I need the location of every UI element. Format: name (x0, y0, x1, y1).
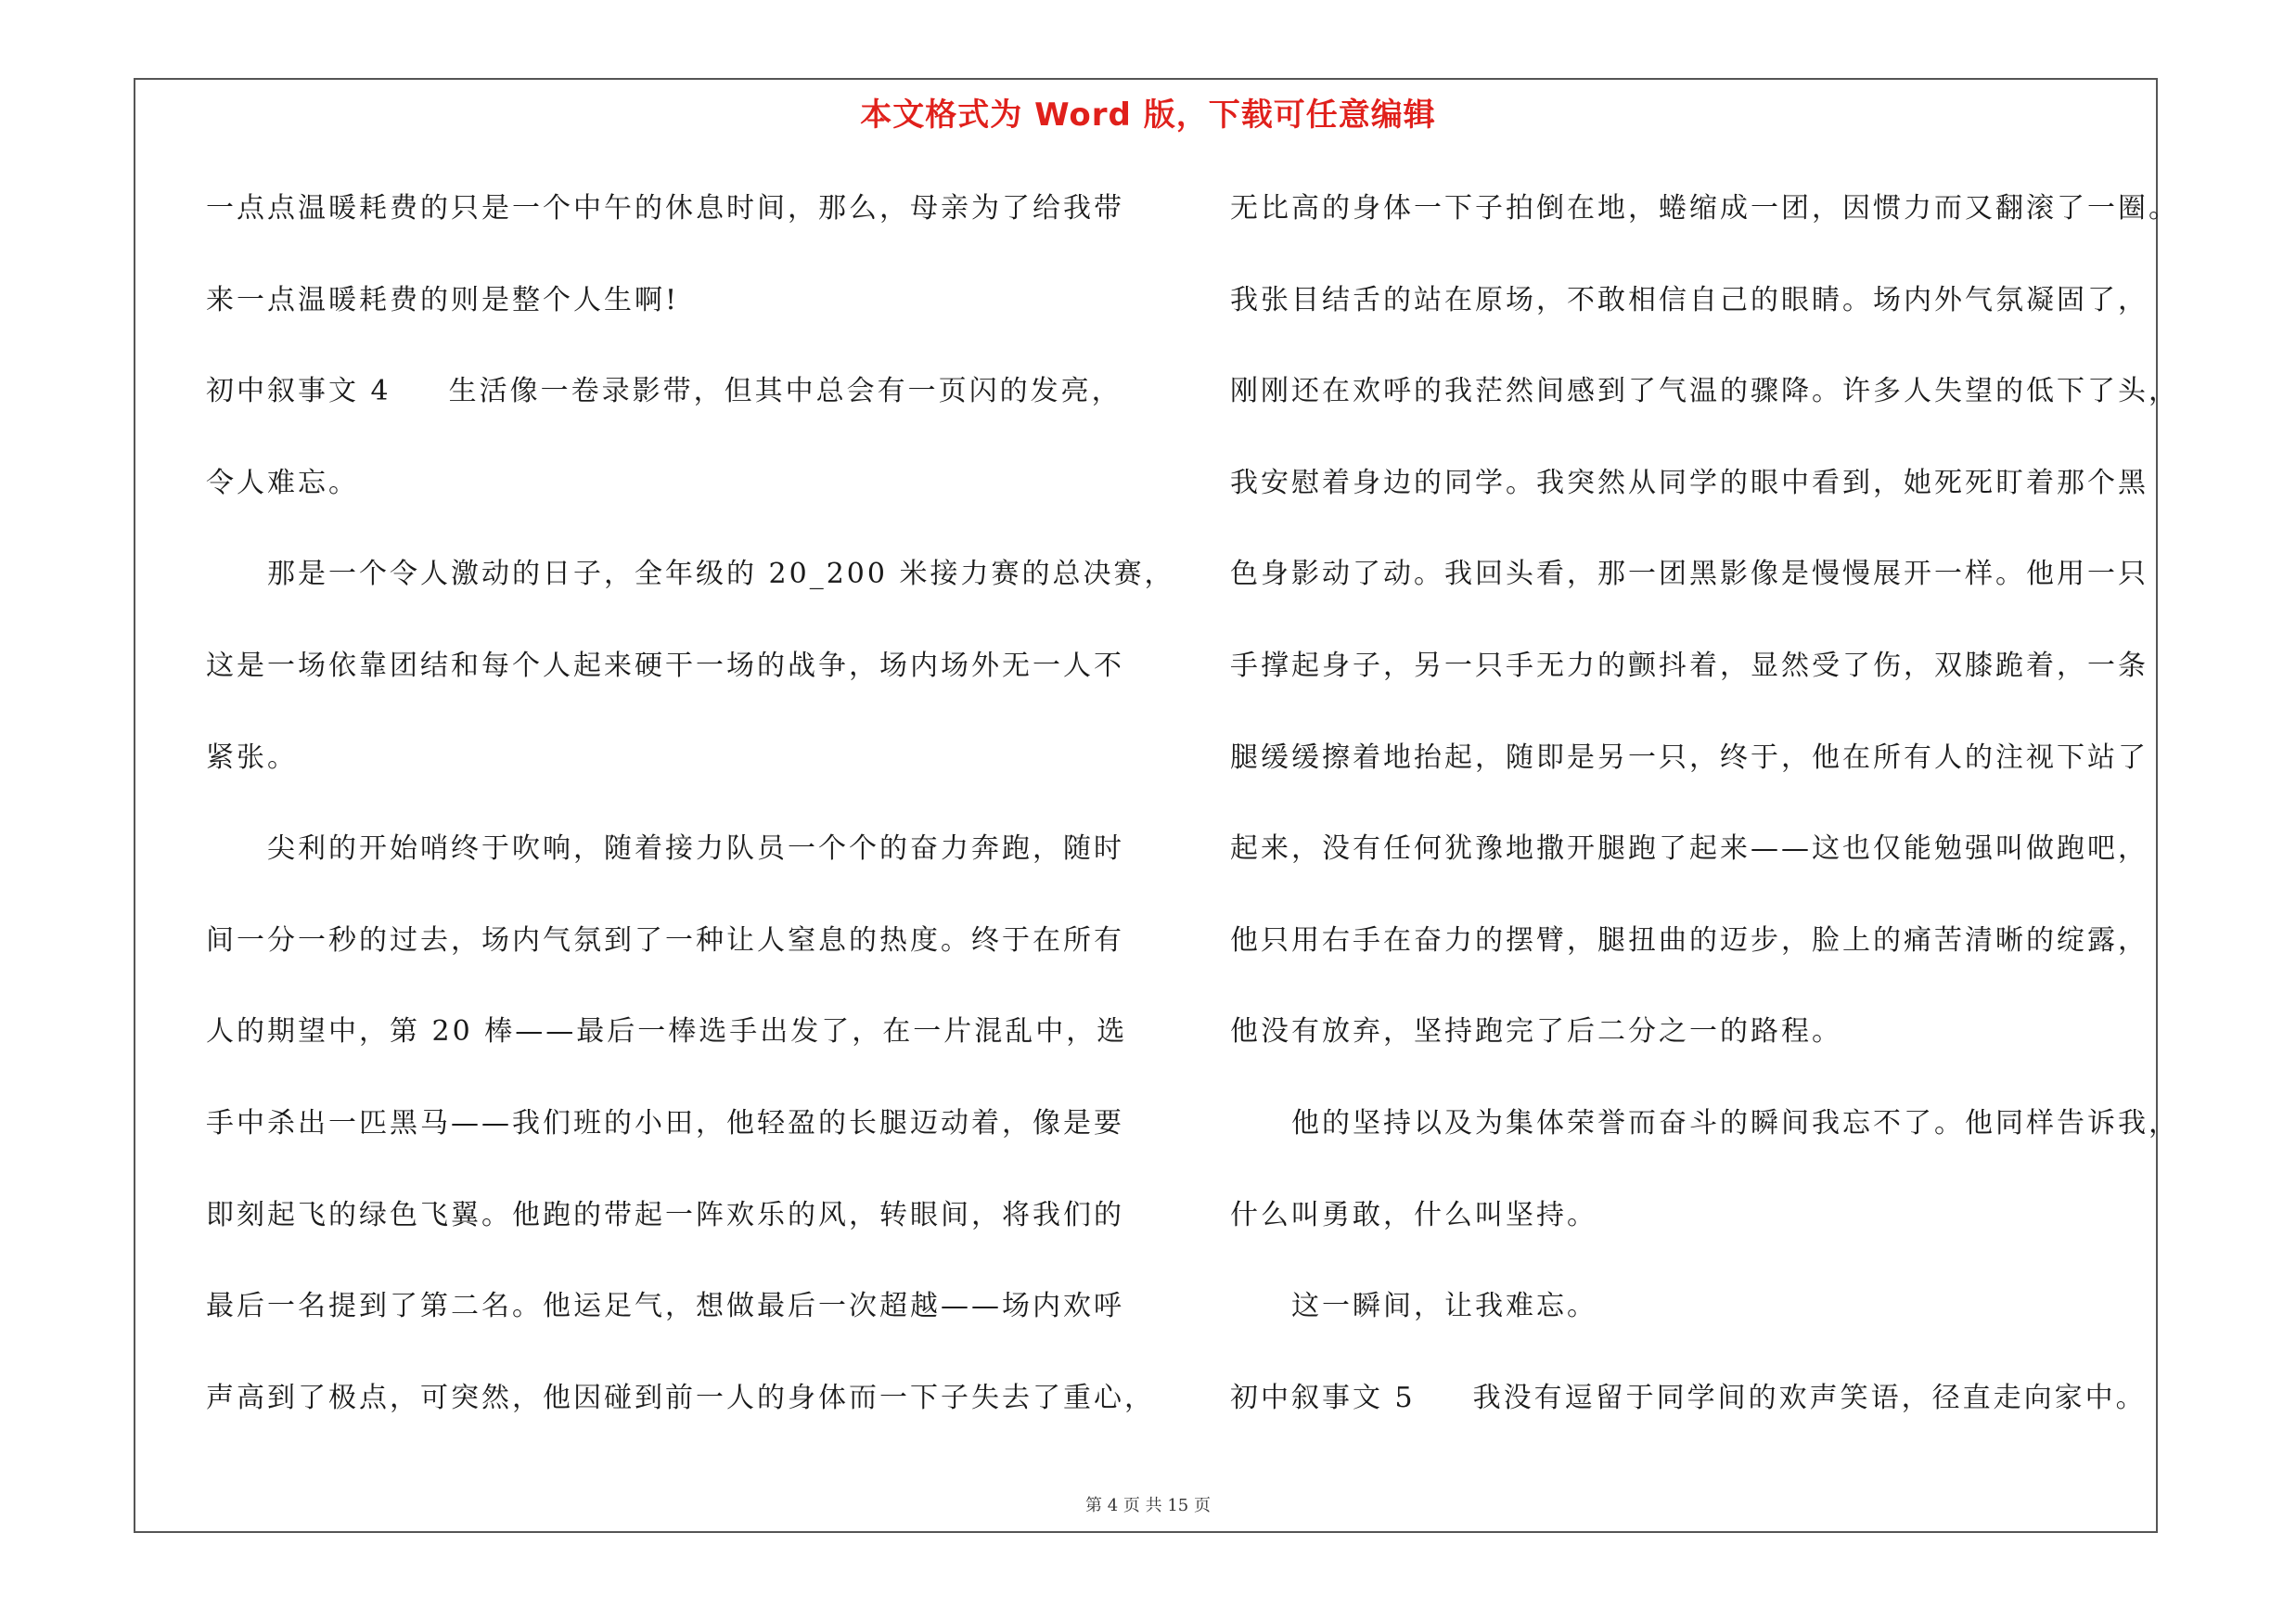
line-text: 无比高的身体一下子拍倒在地，蜷缩成一团，因惯力而又翻滚了一圈。 (1230, 192, 2179, 225)
line-text: 紧张。 (206, 741, 298, 774)
text-line (206, 273, 1143, 365)
text-line (1230, 456, 2167, 547)
text-line (1230, 181, 2179, 273)
text-line (206, 913, 1143, 1005)
section-heading: 初中叙事文 4 (206, 375, 391, 408)
line-text: 令人难忘。 (206, 466, 359, 499)
line-text: 这是一场依靠团结和每个人起来硬干一场的战争，场内场外无一人不 (206, 649, 1124, 682)
line-text: 间一分一秒的过去，场内气氛到了一种让人窒息的热度。终于在所有 (206, 923, 1124, 957)
text-line (1230, 364, 2179, 456)
line-text: 手撑起身子，另一只手无力的颤抖着，显然受了伤，双膝跪着，一条 (1230, 649, 2148, 682)
document-banner: 本文格式为 Word 版，下载可任意编辑 (860, 97, 1436, 134)
text-line (1230, 1004, 2167, 1096)
line-text: 生活像一卷录影带，但其中总会有一页闪的发亮， (448, 375, 1122, 408)
line-text: 手中杀出一匹黑马——我们班的小田，他轻盈的长腿迈动着，像是要 (206, 1106, 1124, 1140)
line-text: 来一点温暖耗费的则是整个人生啊! (206, 283, 680, 316)
text-line (1230, 638, 2167, 730)
text-line (1230, 547, 2167, 638)
text-line (206, 638, 1143, 730)
text-line (206, 1371, 1155, 1462)
line-text: 我安慰着身边的同学。我突然从同学的眼中看到，她死死盯着那个黑 (1230, 466, 2148, 499)
line-text: 他只用右手在奋力的摆臂，腿扭曲的迈步，脸上的痛苦清晰的绽露， (1230, 923, 2148, 957)
line-text: 腿缓缓擦着地抬起，随即是另一只，终于，他在所有人的注视下站了 (1230, 741, 2148, 774)
text-line (206, 1096, 1143, 1188)
line-text: 起来，没有任何犹豫地撒开腿跑了起来——这也仅能勉强叫做跑吧， (1230, 832, 2148, 866)
line-text: 我张目结舌的站在原场，不敢相信自己的眼睛。场内外气氛凝固了， (1230, 283, 2148, 316)
line-text: 色身影动了动。我回头看，那一团黑影像是慢慢展开一样。他用一只 (1230, 558, 2148, 591)
line-text: 声高到了极点，可突然，他因碰到前一人的身体而一下子失去了重心， (206, 1381, 1155, 1414)
line-text: 最后一名提到了第二名。他运足气，想做最后一次超越——场内欢呼 (206, 1290, 1124, 1323)
text-line (1230, 913, 2167, 1005)
text-line (206, 456, 1143, 547)
line-text: 什么叫勇敢，什么叫坚持。 (1230, 1198, 1597, 1231)
text-line (1230, 1188, 2167, 1280)
page-footer: 第 4 页 共 15 页 (1085, 1496, 1211, 1515)
left-column (206, 181, 1175, 1462)
text-line (206, 181, 1143, 273)
text-line (206, 730, 1143, 822)
text-line (1230, 1279, 2167, 1371)
text-line (206, 1004, 1143, 1096)
line-text: 他没有放弃，坚持跑完了后二分之一的路程。 (1230, 1015, 1842, 1049)
right-column (1230, 181, 2179, 1462)
line-text: 我没有逗留于同学间的欢声笑语，径直走向家中。 (1472, 1381, 2147, 1414)
section-heading-line (1230, 1371, 2167, 1462)
line-text: 即刻起飞的绿色飞翼。他跑的带起一阵欢乐的风，转眼间，将我们的 (206, 1198, 1124, 1231)
text-line (206, 1188, 1143, 1280)
section-heading-line (206, 364, 1143, 456)
text-line (1230, 273, 2167, 365)
line-text: 那是一个令人激动的日子，全年级的 20_200 米接力赛的总决赛， (267, 558, 1175, 591)
line-text: 人的期望中，第 20 棒——最后一棒选手出发了，在一片混乱中，选 (206, 1015, 1128, 1049)
text-line (206, 547, 1175, 638)
line-text: 一点点温暖耗费的只是一个中午的休息时间，那么，母亲为了给我带 (206, 192, 1124, 225)
text-line (1230, 821, 2167, 913)
line-text: 尖利的开始哨终于吹响，随着接力队员一个个的奋力奔跑，随时 (267, 832, 1124, 866)
text-line (206, 821, 1143, 913)
section-heading: 初中叙事文 5 (1230, 1381, 1416, 1414)
text-line (1230, 1096, 2179, 1188)
line-text: 这一瞬间，让我难忘。 (1291, 1290, 1597, 1323)
line-text: 他的坚持以及为集体荣誉而奋斗的瞬间我忘不了。他同样告诉我， (1291, 1106, 2179, 1140)
line-text: 刚刚还在欢呼的我茫然间感到了气温的骤降。许多人失望的低下了头， (1230, 375, 2179, 408)
text-line (206, 1279, 1143, 1371)
text-line (1230, 730, 2167, 822)
